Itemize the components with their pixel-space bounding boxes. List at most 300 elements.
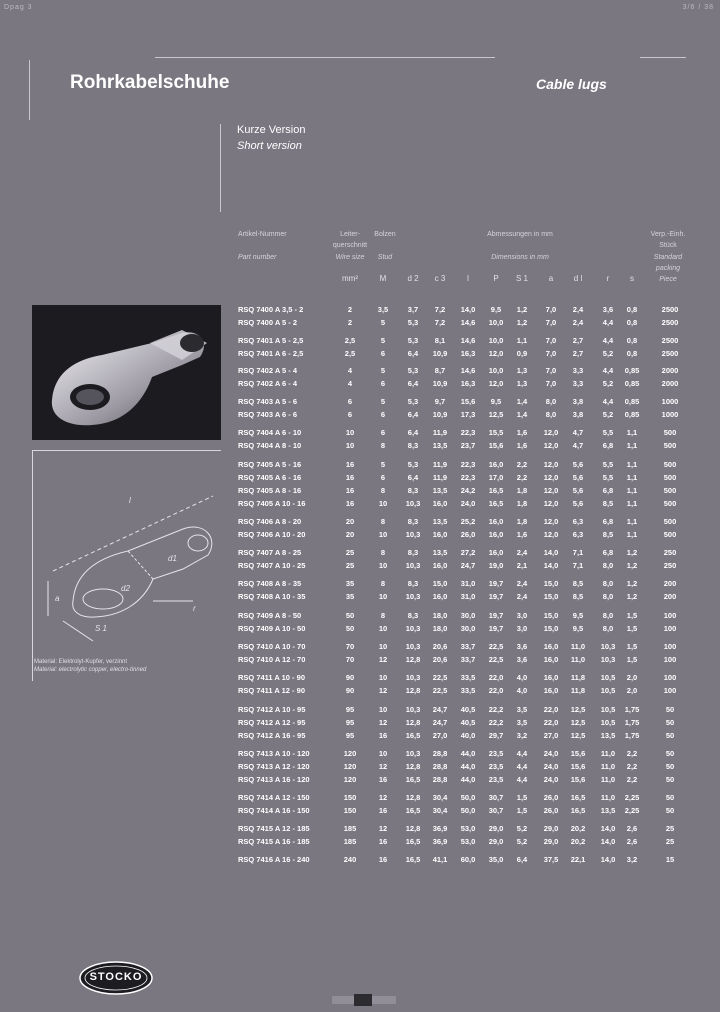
footer-mark bbox=[330, 993, 398, 1007]
value-cell: 9,5 bbox=[490, 305, 502, 314]
value-cell: 20,6 bbox=[432, 655, 448, 664]
value-cell: 28,8 bbox=[432, 762, 448, 771]
value-cell: 15,6 bbox=[570, 775, 586, 784]
value-cell: 10,5 bbox=[600, 718, 616, 727]
value-cell: 2,7 bbox=[572, 349, 584, 358]
value-cell: 7,0 bbox=[545, 349, 557, 358]
value-cell: 19,0 bbox=[488, 561, 504, 570]
value-cell: 7,0 bbox=[545, 305, 557, 314]
value-cell: 60,0 bbox=[460, 855, 476, 864]
value-cell: 8 bbox=[380, 579, 386, 588]
value-cell: 6 bbox=[380, 379, 386, 388]
table-row bbox=[0, 686, 720, 698]
value-cell: 41,1 bbox=[432, 855, 448, 864]
value-cell: 10 bbox=[378, 592, 388, 601]
value-cell: 2,5 bbox=[344, 349, 356, 358]
value-cell: 24,0 bbox=[543, 749, 559, 758]
value-cell: 50 bbox=[345, 611, 355, 620]
value-cell: 12,8 bbox=[405, 762, 421, 771]
value-cell: 150 bbox=[343, 806, 357, 815]
value-cell: 2500 bbox=[661, 349, 679, 358]
value-cell: 10,3 bbox=[405, 705, 421, 714]
value-cell: 11,9 bbox=[432, 473, 448, 482]
value-cell: 16,0 bbox=[432, 499, 448, 508]
value-cell: 2 bbox=[347, 318, 353, 327]
value-cell: 22,1 bbox=[570, 855, 586, 864]
part-number-cell: RSQ 7405 A 6 - 16 bbox=[238, 473, 302, 482]
value-cell: 4,4 bbox=[516, 762, 528, 771]
column-header-pack-en: Standard packing Piece bbox=[653, 254, 683, 283]
value-cell: 7,2 bbox=[434, 305, 446, 314]
value-cell: 15,6 bbox=[488, 441, 504, 450]
value-cell: 13,5 bbox=[600, 806, 616, 815]
value-cell: 0,9 bbox=[516, 349, 528, 358]
value-cell: 1,1 bbox=[626, 499, 638, 508]
value-cell: 13,5 bbox=[432, 441, 448, 450]
value-cell: 16 bbox=[345, 499, 355, 508]
value-cell: 40,5 bbox=[460, 718, 476, 727]
value-cell: 95 bbox=[345, 718, 355, 727]
value-cell: 12 bbox=[378, 762, 388, 771]
drawing-label-a: a bbox=[55, 594, 60, 603]
value-cell: 5,2 bbox=[602, 349, 614, 358]
material-note-german: Material: Elektrolyt-Kupfer, verzinnt bbox=[34, 659, 128, 665]
value-cell: 9,5 bbox=[572, 624, 584, 633]
value-cell: 1,1 bbox=[626, 473, 638, 482]
value-cell: 100 bbox=[663, 624, 677, 633]
value-cell: 40,0 bbox=[460, 731, 476, 740]
part-number-cell: RSQ 7402 A 6 - 4 bbox=[238, 379, 298, 388]
part-number-cell: RSQ 7411 A 10 - 90 bbox=[238, 673, 305, 682]
value-cell: 19,7 bbox=[488, 624, 504, 633]
value-cell: 8,0 bbox=[602, 579, 614, 588]
value-cell: 10,3 bbox=[405, 624, 421, 633]
value-cell: 24,0 bbox=[543, 775, 559, 784]
drawing-label-d1: d1 bbox=[168, 554, 177, 563]
value-cell: 19,7 bbox=[488, 611, 504, 620]
value-cell: 17,0 bbox=[488, 473, 504, 482]
value-cell: 16,0 bbox=[488, 460, 504, 469]
value-cell: 10,3 bbox=[600, 655, 616, 664]
value-cell: 5,2 bbox=[602, 410, 614, 419]
value-cell: 50 bbox=[665, 793, 675, 802]
part-number-cell: RSQ 7412 A 12 - 95 bbox=[238, 718, 306, 727]
value-cell: 7,1 bbox=[572, 561, 584, 570]
value-cell: 8,5 bbox=[602, 530, 614, 539]
value-cell: 3,3 bbox=[572, 379, 584, 388]
value-cell: 16,5 bbox=[570, 793, 586, 802]
value-cell: 8,5 bbox=[572, 592, 584, 601]
part-number-cell: RSQ 7400 A 3,5 - 2 bbox=[238, 305, 304, 314]
value-cell: 22,5 bbox=[432, 673, 448, 682]
value-cell: 53,0 bbox=[460, 824, 476, 833]
value-cell: 10,3 bbox=[600, 642, 616, 651]
value-cell: 53,0 bbox=[460, 837, 476, 846]
part-number-cell: RSQ 7413 A 16 - 120 bbox=[238, 775, 310, 784]
value-cell: 23,7 bbox=[460, 441, 476, 450]
value-cell: 27,2 bbox=[460, 548, 476, 557]
value-cell: 2,2 bbox=[626, 775, 638, 784]
value-cell: 2,1 bbox=[516, 561, 528, 570]
value-cell: 4,4 bbox=[602, 397, 614, 406]
value-cell: 1,2 bbox=[626, 579, 638, 588]
value-cell: 15,0 bbox=[432, 579, 448, 588]
value-cell: 8,7 bbox=[434, 366, 446, 375]
value-cell: 3,6 bbox=[602, 305, 614, 314]
value-cell: 1,5 bbox=[626, 611, 638, 620]
value-cell: 19,7 bbox=[488, 592, 504, 601]
value-cell: 35 bbox=[345, 592, 355, 601]
value-cell: 25 bbox=[665, 824, 675, 833]
version-label-german: Kurze Version bbox=[237, 124, 306, 136]
value-cell: 10 bbox=[378, 561, 388, 570]
value-cell: 8 bbox=[380, 548, 386, 557]
value-cell: 13,5 bbox=[432, 486, 448, 495]
value-cell: 14,0 bbox=[543, 548, 559, 557]
value-cell: 33,5 bbox=[460, 673, 476, 682]
part-number-cell: RSQ 7402 A 5 - 4 bbox=[238, 366, 298, 375]
value-cell: 11,8 bbox=[570, 673, 586, 682]
value-cell: 7,0 bbox=[545, 366, 557, 375]
value-cell: 0,85 bbox=[624, 379, 640, 388]
value-cell: 4,0 bbox=[516, 673, 528, 682]
value-cell: 1,8 bbox=[516, 517, 528, 526]
part-number-cell: RSQ 7405 A 10 - 16 bbox=[238, 499, 306, 508]
value-cell: 4,7 bbox=[572, 441, 584, 450]
value-cell: 500 bbox=[663, 473, 677, 482]
value-cell: 5,3 bbox=[407, 460, 419, 469]
value-cell: 14,6 bbox=[460, 318, 476, 327]
value-cell: 120 bbox=[343, 762, 357, 771]
value-cell: 12,5 bbox=[570, 731, 586, 740]
value-cell: 5,5 bbox=[602, 460, 614, 469]
value-cell: 4,4 bbox=[516, 775, 528, 784]
value-cell: 5 bbox=[380, 460, 386, 469]
value-cell: 12,5 bbox=[488, 410, 504, 419]
drawing-label-s1: S 1 bbox=[95, 624, 108, 633]
value-cell: 1,1 bbox=[626, 530, 638, 539]
value-cell: 1,3 bbox=[516, 366, 528, 375]
value-cell: 0,8 bbox=[626, 318, 638, 327]
value-cell: 24,7 bbox=[460, 561, 476, 570]
value-cell: 20 bbox=[345, 530, 355, 539]
value-cell: 20 bbox=[345, 517, 355, 526]
value-cell: 24,7 bbox=[432, 705, 448, 714]
value-cell: 3,0 bbox=[516, 624, 528, 633]
value-cell: 26,0 bbox=[543, 793, 559, 802]
value-cell: 8,3 bbox=[407, 486, 419, 495]
value-cell: 2,0 bbox=[626, 673, 638, 682]
value-cell: 1,5 bbox=[516, 806, 528, 815]
value-cell: 5,3 bbox=[407, 336, 419, 345]
value-cell: 10,3 bbox=[405, 561, 421, 570]
value-cell: 500 bbox=[663, 460, 677, 469]
value-cell: 35,0 bbox=[488, 855, 504, 864]
value-cell: 10 bbox=[378, 530, 388, 539]
value-cell: 4,4 bbox=[602, 318, 614, 327]
value-cell: 25 bbox=[345, 561, 355, 570]
value-cell: 50 bbox=[665, 705, 675, 714]
value-cell: 11,0 bbox=[600, 749, 616, 758]
value-cell: 10,3 bbox=[405, 499, 421, 508]
value-cell: 15,0 bbox=[543, 611, 559, 620]
value-cell: 31,0 bbox=[460, 579, 476, 588]
value-cell: 3,8 bbox=[572, 410, 584, 419]
value-cell: 8,0 bbox=[545, 397, 557, 406]
value-cell: 5,3 bbox=[407, 397, 419, 406]
drawing-label-l: l bbox=[129, 496, 131, 505]
value-cell: 13,5 bbox=[432, 517, 448, 526]
value-cell: 2000 bbox=[661, 379, 679, 388]
value-cell: 70 bbox=[345, 642, 355, 651]
value-cell: 5,6 bbox=[572, 486, 584, 495]
value-cell: 10,9 bbox=[432, 410, 448, 419]
value-cell: 1,1 bbox=[626, 517, 638, 526]
value-cell: 50,0 bbox=[460, 793, 476, 802]
part-number-cell: RSQ 7409 A 10 - 50 bbox=[238, 624, 306, 633]
value-cell: 22,0 bbox=[488, 673, 504, 682]
value-cell: 5 bbox=[380, 366, 386, 375]
value-cell: 15 bbox=[665, 855, 675, 864]
unit-header-2: d 2 bbox=[407, 274, 419, 283]
part-number-cell: RSQ 7407 A 8 - 25 bbox=[238, 548, 302, 557]
value-cell: 6,4 bbox=[407, 410, 419, 419]
value-cell: 16,5 bbox=[405, 731, 421, 740]
table-row bbox=[0, 718, 720, 730]
value-cell: 50 bbox=[345, 624, 355, 633]
value-cell: 22,5 bbox=[488, 642, 504, 651]
value-cell: 12 bbox=[378, 824, 388, 833]
part-number-cell: RSQ 7403 A 5 - 6 bbox=[238, 397, 298, 406]
value-cell: 12 bbox=[378, 793, 388, 802]
value-cell: 2,4 bbox=[516, 592, 528, 601]
value-cell: 16 bbox=[378, 837, 388, 846]
stocko-logo-text: STOCKO bbox=[89, 971, 143, 983]
drawing-label-r: r bbox=[193, 604, 196, 613]
unit-header-1: M bbox=[379, 274, 387, 283]
value-cell: 14,0 bbox=[600, 837, 616, 846]
technical-drawing bbox=[32, 450, 221, 681]
value-cell: 8,0 bbox=[602, 624, 614, 633]
value-cell: 5,2 bbox=[516, 837, 528, 846]
part-number-cell: RSQ 7413 A 12 - 120 bbox=[238, 762, 310, 771]
value-cell: 11,0 bbox=[600, 793, 616, 802]
value-cell: 5,5 bbox=[602, 428, 614, 437]
value-cell: 26,0 bbox=[460, 530, 476, 539]
value-cell: 29,0 bbox=[543, 824, 559, 833]
value-cell: 3,7 bbox=[407, 305, 419, 314]
value-cell: 17,3 bbox=[460, 410, 476, 419]
value-cell: 100 bbox=[663, 655, 677, 664]
value-cell: 1,4 bbox=[516, 410, 528, 419]
value-cell: 10 bbox=[378, 499, 388, 508]
value-cell: 2,2 bbox=[516, 473, 528, 482]
value-cell: 1,8 bbox=[516, 499, 528, 508]
value-cell: 16,0 bbox=[543, 686, 559, 695]
value-cell: 20,6 bbox=[432, 642, 448, 651]
value-cell: 240 bbox=[343, 855, 357, 864]
value-cell: 500 bbox=[663, 517, 677, 526]
value-cell: 22,3 bbox=[460, 473, 476, 482]
value-cell: 3,5 bbox=[377, 305, 389, 314]
value-cell: 10 bbox=[378, 749, 388, 758]
value-cell: 8,3 bbox=[407, 441, 419, 450]
value-cell: 28,8 bbox=[432, 749, 448, 758]
value-cell: 3,2 bbox=[626, 855, 638, 864]
page-corner-right: 3/6 / 38 bbox=[682, 4, 714, 11]
value-cell: 6 bbox=[380, 428, 386, 437]
value-cell: 6 bbox=[347, 397, 353, 406]
value-cell: 20,2 bbox=[570, 824, 586, 833]
value-cell: 10,0 bbox=[488, 318, 504, 327]
value-cell: 100 bbox=[663, 673, 677, 682]
material-note-english: Material: electrolytic copper, electro-tinned bbox=[34, 667, 147, 673]
value-cell: 6 bbox=[380, 410, 386, 419]
value-cell: 3,3 bbox=[572, 366, 584, 375]
value-cell: 2,6 bbox=[626, 824, 638, 833]
value-cell: 12,5 bbox=[570, 718, 586, 727]
value-cell: 30,7 bbox=[488, 793, 504, 802]
table-row bbox=[0, 837, 720, 849]
value-cell: 5,2 bbox=[516, 824, 528, 833]
value-cell: 185 bbox=[343, 837, 357, 846]
value-cell: 30,4 bbox=[432, 806, 448, 815]
value-cell: 16 bbox=[345, 473, 355, 482]
value-cell: 50 bbox=[665, 775, 675, 784]
value-cell: 8 bbox=[380, 517, 386, 526]
value-cell: 50 bbox=[665, 718, 675, 727]
table-row bbox=[0, 749, 720, 761]
value-cell: 16,0 bbox=[432, 561, 448, 570]
value-cell: 27,0 bbox=[543, 731, 559, 740]
value-cell: 20,2 bbox=[570, 837, 586, 846]
value-cell: 2500 bbox=[661, 318, 679, 327]
column-header-wire: Leiter- querschnitt bbox=[332, 231, 368, 249]
value-cell: 12 bbox=[378, 718, 388, 727]
value-cell: 200 bbox=[663, 579, 677, 588]
value-cell: 7,0 bbox=[545, 379, 557, 388]
unit-header-10: s bbox=[630, 274, 634, 283]
value-cell: 0,8 bbox=[626, 349, 638, 358]
part-number-cell: RSQ 7400 A 5 - 2 bbox=[238, 318, 298, 327]
value-cell: 24,7 bbox=[432, 718, 448, 727]
value-cell: 7,0 bbox=[545, 336, 557, 345]
value-cell: 9,5 bbox=[572, 611, 584, 620]
value-cell: 8 bbox=[380, 441, 386, 450]
value-cell: 11,0 bbox=[570, 655, 586, 664]
value-cell: 16,0 bbox=[432, 592, 448, 601]
column-header-wire-size: Wire size bbox=[335, 254, 365, 261]
part-number-cell: RSQ 7410 A 12 - 70 bbox=[238, 655, 306, 664]
value-cell: 14,0 bbox=[600, 824, 616, 833]
value-cell: 2,4 bbox=[516, 579, 528, 588]
value-cell: 10 bbox=[378, 642, 388, 651]
value-cell: 15,0 bbox=[543, 579, 559, 588]
value-cell: 16 bbox=[345, 486, 355, 495]
value-cell: 1,6 bbox=[516, 428, 528, 437]
value-cell: 1,5 bbox=[626, 624, 638, 633]
value-cell: 14,0 bbox=[600, 855, 616, 864]
value-cell: 8,3 bbox=[407, 548, 419, 557]
value-cell: 7,0 bbox=[545, 318, 557, 327]
value-cell: 5,6 bbox=[572, 499, 584, 508]
value-cell: 16,0 bbox=[488, 548, 504, 557]
value-cell: 12,0 bbox=[543, 428, 559, 437]
value-cell: 250 bbox=[663, 561, 677, 570]
value-cell: 33,7 bbox=[460, 642, 476, 651]
value-cell: 11,8 bbox=[570, 686, 586, 695]
value-cell: 3,5 bbox=[516, 705, 528, 714]
value-cell: 1,2 bbox=[626, 548, 638, 557]
value-cell: 16 bbox=[378, 855, 388, 864]
value-cell: 120 bbox=[343, 775, 357, 784]
drawing-label-d2: d2 bbox=[121, 584, 130, 593]
value-cell: 10 bbox=[345, 428, 355, 437]
value-cell: 8,3 bbox=[407, 611, 419, 620]
part-number-cell: RSQ 7415 A 12 - 185 bbox=[238, 824, 310, 833]
value-cell: 1,5 bbox=[626, 655, 638, 664]
value-cell: 16 bbox=[378, 731, 388, 740]
value-cell: 4 bbox=[347, 379, 353, 388]
value-cell: 44,0 bbox=[460, 749, 476, 758]
table-row bbox=[0, 705, 720, 717]
value-cell: 1,5 bbox=[626, 642, 638, 651]
value-cell: 15,6 bbox=[460, 397, 476, 406]
value-cell: 250 bbox=[663, 548, 677, 557]
value-cell: 30,7 bbox=[488, 806, 504, 815]
value-cell: 22,3 bbox=[460, 428, 476, 437]
value-cell: 16 bbox=[378, 806, 388, 815]
value-cell: 16,3 bbox=[460, 349, 476, 358]
value-cell: 6,3 bbox=[572, 530, 584, 539]
value-cell: 27,0 bbox=[432, 731, 448, 740]
unit-header-8: d l bbox=[573, 274, 583, 283]
value-cell: 3,2 bbox=[516, 731, 528, 740]
value-cell: 0,8 bbox=[626, 336, 638, 345]
value-cell: 500 bbox=[663, 499, 677, 508]
value-cell: 1,6 bbox=[516, 530, 528, 539]
value-cell: 23,5 bbox=[488, 775, 504, 784]
table-row bbox=[0, 731, 720, 743]
value-cell: 8,0 bbox=[545, 410, 557, 419]
value-cell: 1,2 bbox=[626, 592, 638, 601]
value-cell: 200 bbox=[663, 592, 677, 601]
value-cell: 10,0 bbox=[488, 366, 504, 375]
value-cell: 5,3 bbox=[407, 318, 419, 327]
value-cell: 23,5 bbox=[488, 749, 504, 758]
value-cell: 4,4 bbox=[602, 366, 614, 375]
value-cell: 0,85 bbox=[624, 397, 640, 406]
table-row bbox=[0, 855, 720, 867]
value-cell: 1,1 bbox=[516, 336, 528, 345]
product-photo bbox=[32, 305, 221, 440]
value-cell: 23,5 bbox=[488, 762, 504, 771]
value-cell: 2,7 bbox=[572, 336, 584, 345]
value-cell: 90 bbox=[345, 673, 355, 682]
value-cell: 12,0 bbox=[543, 486, 559, 495]
table-row bbox=[0, 762, 720, 774]
value-cell: 26,0 bbox=[543, 806, 559, 815]
value-cell: 1,3 bbox=[516, 379, 528, 388]
value-cell: 2,2 bbox=[516, 460, 528, 469]
value-cell: 22,5 bbox=[432, 686, 448, 695]
value-cell: 2,25 bbox=[624, 793, 640, 802]
value-cell: 11,9 bbox=[432, 460, 448, 469]
value-cell: 1,75 bbox=[624, 731, 640, 740]
value-cell: 12,0 bbox=[543, 441, 559, 450]
table-row bbox=[0, 793, 720, 805]
value-cell: 6,4 bbox=[407, 473, 419, 482]
